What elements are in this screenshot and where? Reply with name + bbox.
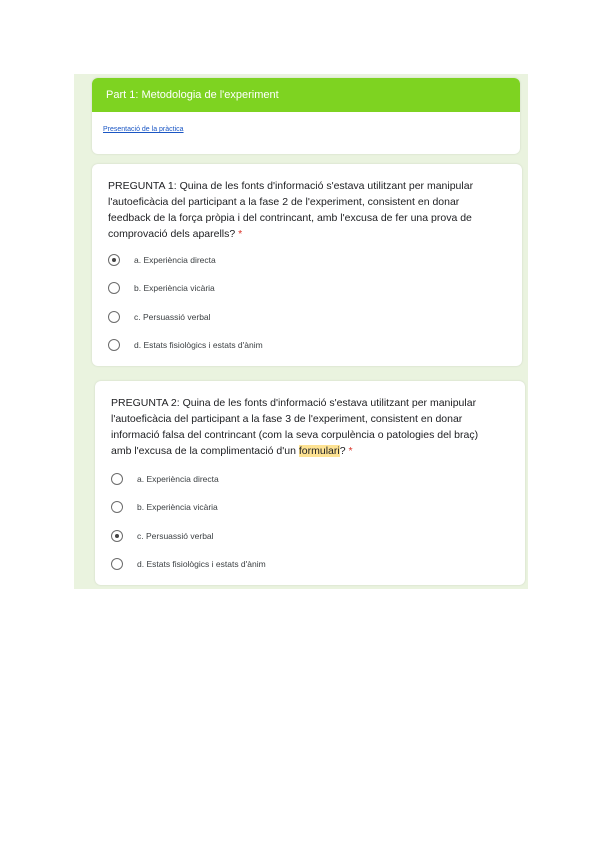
question-2-text	[111, 395, 496, 459]
presentation-link[interactable]: Presentació de la pràctica	[103, 126, 184, 133]
radio-icon[interactable]	[108, 339, 120, 351]
radio-icon[interactable]	[111, 558, 123, 570]
question-2-body: PREGUNTA 2: Quina de les fonts d'informació s'estava utilitzant per manipular l'autoeficàcia del participant a la fase 3 de l'experiment, consistent en donar informació falsa del contrincant (com la seva corpulència o patologies del braç) amb l'excusa de la complimentació d'un	[111, 397, 479, 457]
radio-selected-icon[interactable]	[111, 530, 123, 542]
option-label: a. Experiència directa	[137, 474, 219, 484]
question-card-2	[95, 381, 525, 585]
option-label: a. Experiència directa	[134, 255, 216, 265]
option-1b[interactable]	[108, 280, 215, 296]
required-mark: *	[348, 445, 353, 457]
option-label: b. Experiència vicària	[137, 502, 218, 512]
required-mark: *	[238, 228, 243, 240]
option-1a[interactable]	[108, 252, 216, 268]
option-label: d. Estats fisiològics i estats d'ànim	[134, 340, 263, 350]
question-2-end: ?	[339, 445, 346, 457]
option-label: c. Persuassió verbal	[137, 531, 214, 541]
radio-icon[interactable]	[111, 501, 123, 513]
option-label: b. Experiència vicària	[134, 283, 215, 293]
option-1d[interactable]	[108, 337, 263, 353]
option-label: c. Persuassió verbal	[134, 312, 211, 322]
option-2d[interactable]	[111, 556, 266, 572]
option-1c[interactable]	[108, 309, 211, 325]
question-card-1	[92, 164, 522, 366]
section-title: Part 1: Metodologia de l'experiment	[92, 78, 520, 112]
radio-icon[interactable]	[108, 282, 120, 294]
radio-selected-icon[interactable]	[108, 254, 120, 266]
question-1-body: PREGUNTA 1: Quina de les fonts d'informació s'estava utilitzant per manipular l'autoeficàcia del participant a la fase 2 de l'experiment, consistent en donar feedback de la força pròpia i del contrincant, amb l'excusa de fer una prova de comprovació dels aparells?	[108, 180, 474, 240]
radio-icon[interactable]	[111, 473, 123, 485]
radio-icon[interactable]	[108, 311, 120, 323]
question-1-text	[108, 178, 493, 242]
section-card	[92, 78, 520, 154]
option-2c[interactable]	[111, 528, 214, 544]
highlighted-word: formulari	[298, 445, 340, 457]
option-2b[interactable]	[111, 499, 218, 515]
option-2a[interactable]	[111, 471, 219, 487]
option-label: d. Estats fisiològics i estats d'ànim	[137, 559, 266, 569]
